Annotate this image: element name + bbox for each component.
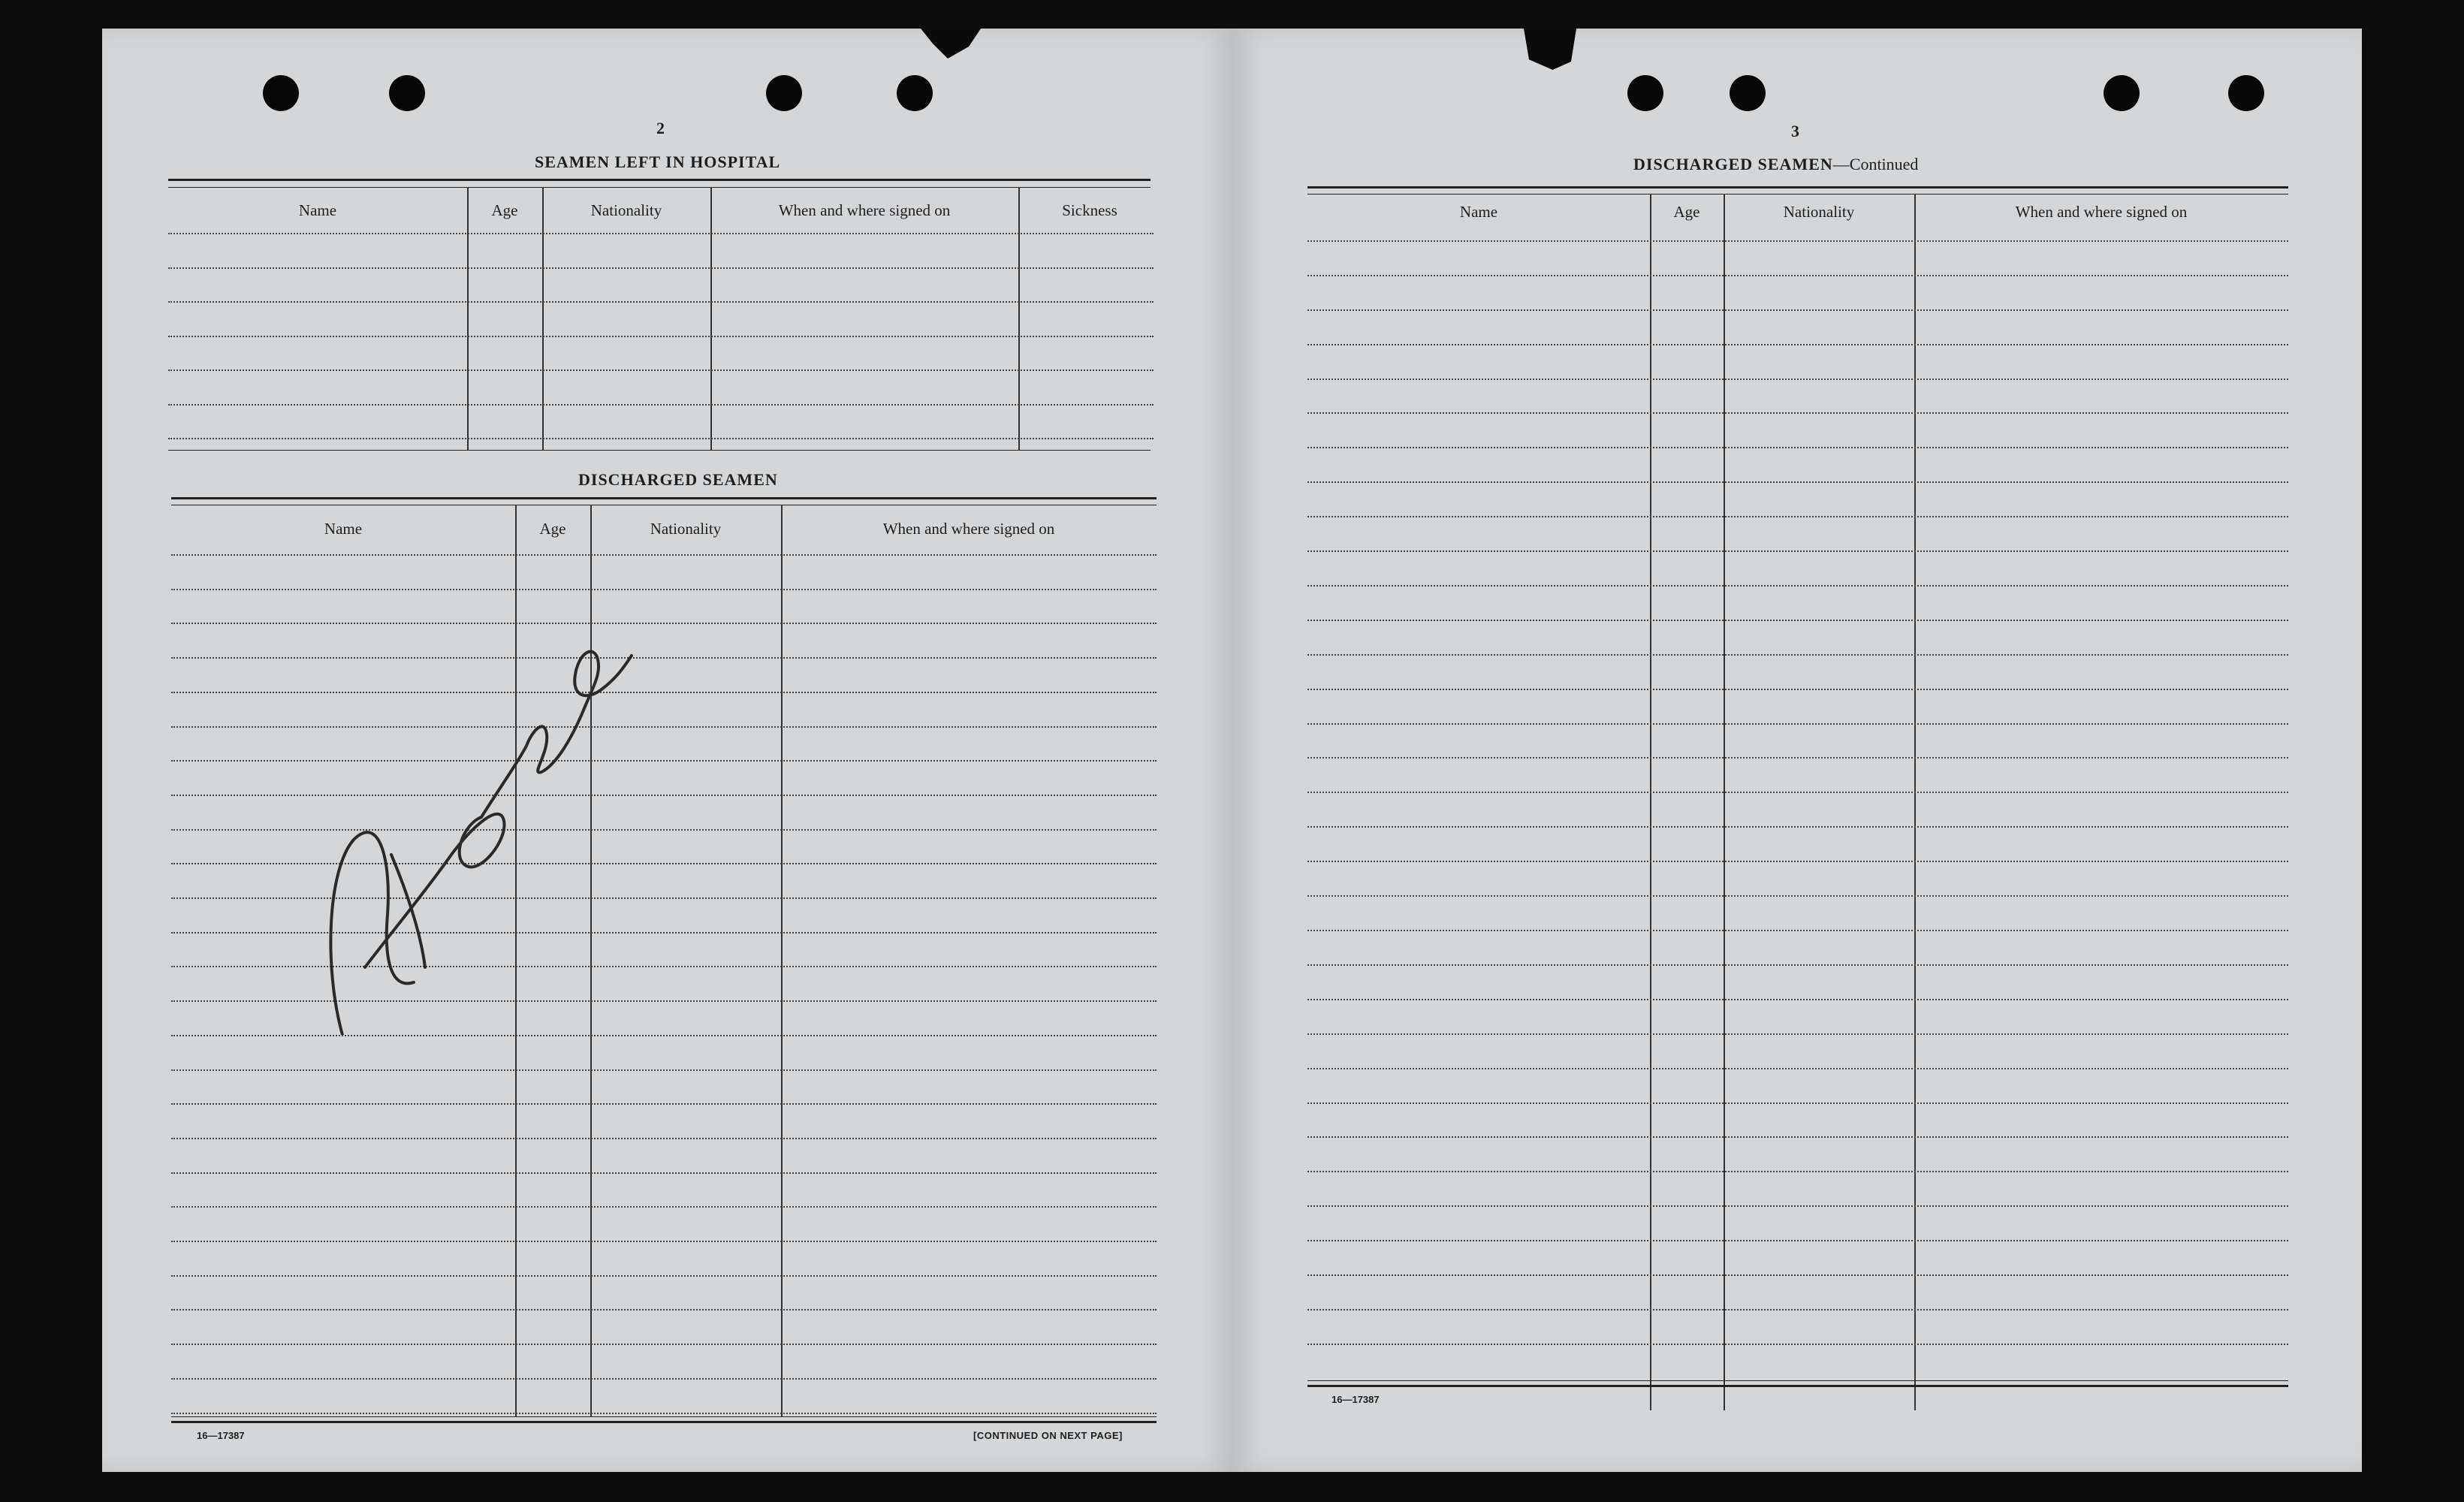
column-divider	[1650, 194, 1651, 1410]
table-row	[171, 760, 1157, 762]
table-row	[1307, 757, 2288, 759]
table-row	[1307, 1344, 2288, 1345]
table-row	[168, 301, 1154, 303]
table-bottom-rule	[171, 1421, 1157, 1423]
table-row	[1307, 344, 2288, 345]
table-row	[1307, 620, 2288, 621]
punch-hole	[1730, 75, 1766, 111]
table-row	[1307, 999, 2288, 1000]
table-top-rule	[168, 187, 1151, 188]
column-header-name: Name	[1459, 203, 1498, 221]
table-row	[171, 623, 1157, 624]
table-row	[168, 404, 1154, 406]
torn-edge	[1524, 29, 1576, 70]
table-row	[1307, 895, 2288, 897]
table-row	[171, 932, 1157, 933]
table-row	[171, 1172, 1157, 1174]
page-number: 3	[1791, 122, 1799, 140]
form-number: 16—17387	[1332, 1394, 1380, 1405]
table-row	[168, 438, 1154, 439]
handwritten-none-annotation	[320, 614, 635, 1035]
table-top-rule	[1307, 194, 2288, 195]
table-row	[171, 1000, 1157, 1002]
table-row	[1307, 1240, 2288, 1241]
table-row	[1307, 1102, 2288, 1104]
table-top-rule	[168, 179, 1151, 181]
table-row	[1307, 1309, 2288, 1310]
table-row	[1307, 585, 2288, 587]
column-header-signed-on: When and where signed on	[2015, 203, 2188, 221]
table-row	[1307, 1274, 2288, 1276]
column-header-name: Name	[298, 201, 337, 219]
punch-hole	[2104, 75, 2140, 111]
table-row	[1307, 723, 2288, 725]
table-row	[1307, 240, 2288, 242]
table-row	[171, 1206, 1157, 1208]
column-header-signed-on: When and where signed on	[778, 201, 951, 219]
column-header-nationality: Nationality	[650, 520, 722, 538]
column-header-name: Name	[324, 520, 363, 538]
table-row	[1307, 309, 2288, 311]
table-row	[1307, 792, 2288, 793]
table-top-rule	[171, 497, 1157, 499]
table-row	[171, 1413, 1157, 1414]
table-row	[171, 1241, 1157, 1242]
table-row	[1307, 654, 2288, 656]
table-row	[171, 829, 1157, 831]
column-divider	[1018, 187, 1020, 450]
torn-edge	[921, 29, 981, 59]
table-row	[171, 692, 1157, 693]
column-divider	[710, 187, 712, 450]
table-row	[1307, 275, 2288, 276]
table-bottom-rule	[171, 1416, 1157, 1417]
table-row	[1307, 930, 2288, 931]
table-row	[1307, 826, 2288, 828]
column-header-age: Age	[491, 201, 518, 219]
table-row	[1307, 481, 2288, 483]
table-top-rule	[1307, 186, 2288, 189]
column-header-nationality: Nationality	[590, 201, 662, 219]
table-row	[171, 897, 1157, 899]
column-header-signed-on: When and where signed on	[882, 520, 1055, 538]
punch-hole	[897, 75, 933, 111]
table-row	[168, 369, 1154, 371]
column-divider	[542, 187, 544, 450]
punch-hole	[263, 75, 299, 111]
punch-hole	[2228, 75, 2264, 111]
table-row	[171, 863, 1157, 864]
table-row	[171, 1275, 1157, 1277]
table-bottom-rule	[168, 450, 1151, 451]
table-row	[171, 726, 1157, 728]
table-row	[171, 1309, 1157, 1310]
table-row	[1307, 964, 2288, 966]
table-row	[1307, 447, 2288, 448]
table-row	[1307, 1136, 2288, 1138]
table-row	[1307, 412, 2288, 414]
table-row	[171, 589, 1157, 590]
table-row	[1307, 550, 2288, 552]
column-header-sickness: Sickness	[1062, 201, 1117, 219]
table-row	[171, 1138, 1157, 1139]
page-number: 2	[656, 119, 665, 137]
column-header-nationality: Nationality	[1783, 203, 1855, 221]
table-bottom-rule	[1307, 1385, 2288, 1387]
column-divider	[1724, 194, 1725, 1410]
section-title-suffix: —Continued	[1832, 155, 1919, 173]
punch-hole	[1627, 75, 1663, 111]
table-row	[1307, 861, 2288, 862]
table-row	[1307, 1068, 2288, 1069]
section-title-text: DISCHARGED SEAMEN	[1633, 155, 1833, 173]
table-row	[171, 1069, 1157, 1071]
table-row	[171, 1035, 1157, 1036]
table-row	[1307, 516, 2288, 517]
table-row	[171, 554, 1157, 556]
table-row	[1307, 1205, 2288, 1207]
table-row	[171, 657, 1157, 659]
table-row	[1307, 379, 2288, 380]
table-row	[171, 966, 1157, 967]
table-row	[168, 233, 1154, 234]
continued-on-next-page-note: [CONTINUED ON NEXT PAGE]	[973, 1430, 1123, 1441]
table-row	[171, 795, 1157, 796]
column-divider	[781, 505, 783, 1417]
table-row	[171, 1378, 1157, 1380]
table-bottom-rule	[1307, 1380, 2288, 1381]
section-title-discharged: DISCHARGED SEAMEN	[578, 470, 778, 489]
section-title-hospital: SEAMEN LEFT IN HOSPITAL	[535, 152, 781, 171]
table-row	[1307, 1171, 2288, 1172]
left-page	[102, 29, 1232, 1472]
column-header-age: Age	[1673, 203, 1700, 221]
section-title-discharged-continued	[1633, 155, 1918, 174]
punch-hole	[766, 75, 802, 111]
table-row	[1307, 1033, 2288, 1035]
table-row	[171, 1103, 1157, 1105]
form-number: 16—17387	[197, 1430, 245, 1441]
table-row	[168, 336, 1154, 337]
table-row	[1307, 689, 2288, 690]
column-divider	[467, 187, 469, 450]
column-header-age: Age	[539, 520, 566, 538]
punch-hole	[389, 75, 425, 111]
table-row	[168, 267, 1154, 269]
table-row	[171, 1344, 1157, 1345]
column-divider	[1914, 194, 1916, 1410]
right-page	[1232, 29, 2362, 1472]
